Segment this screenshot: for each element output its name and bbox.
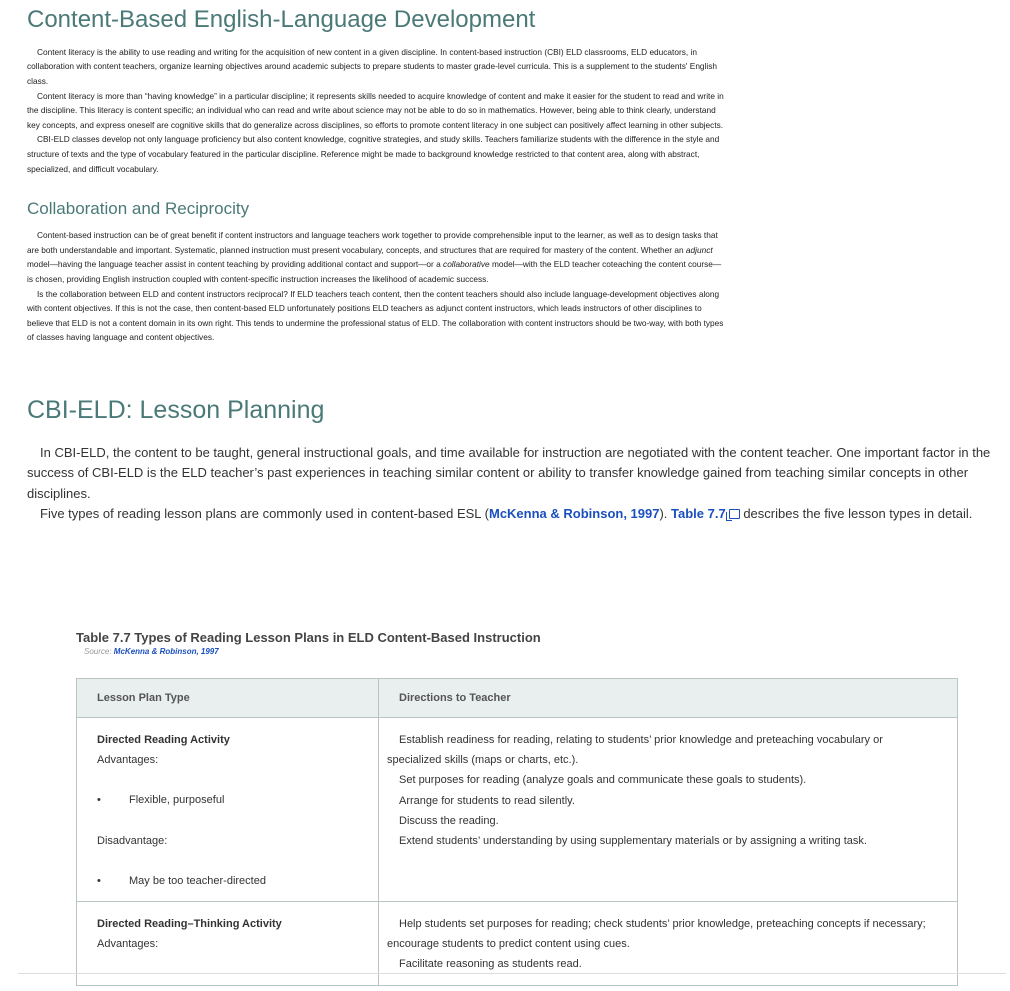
text: model—having the language teacher assist in content teaching by providing additional contact and support—or a <box>27 259 444 270</box>
section2-body <box>27 228 1007 345</box>
table-block <box>76 630 958 986</box>
table-caption: Table 7.7 Types of Reading Lesson Plans in ELD Content-Based Instruction <box>76 630 541 645</box>
advantages-label: Advantages: <box>97 754 159 767</box>
column-header-directions: Directions to Teacher <box>379 679 958 718</box>
direction-item: Establish readiness for reading, relating to students’ prior knowledge and preteaching vocabulary or specialized skills (maps or charts, etc.). <box>387 734 883 767</box>
table-link[interactable] <box>671 506 740 521</box>
section3-body <box>27 443 1007 525</box>
table-header-row <box>77 679 958 718</box>
direction-item: Facilitate reasoning as students read. <box>399 958 582 971</box>
disadvantage-label: Disadvantage: <box>97 834 168 847</box>
table-source <box>84 647 958 656</box>
direction-item: Discuss the reading. <box>399 814 499 827</box>
direction-item: Set purposes for reading (analyze goals and communicate these goals to students). <box>399 774 807 787</box>
table-row <box>77 718 958 902</box>
text: model—with the ELD teacher coteaching the content course—is chosen, providing English instruction coupled with content-specific instruction increases the likelihood of academic success. <box>27 259 722 285</box>
section1-body <box>27 45 1007 176</box>
column-header-lesson-plan-type: Lesson Plan Type <box>77 679 379 718</box>
emphasis: adjunct <box>685 244 713 255</box>
section-title-collaboration: Collaboration and Reciprocity <box>27 199 250 219</box>
paragraph: CBI-ELD classes develop not only language proficiency but also content knowledge, cognitive strategies, and study skills. Teachers familiarize students with the difference in the style and structure of texts and the type of vocabulary featured in the particular discipline. Reference might be made to background knowledge restricted to that content area, along with abstract, specialized, and difficult vocabulary. <box>27 134 720 174</box>
lesson-type-cell <box>77 718 379 902</box>
paragraph: Is the collaboration between ELD and content instructors reciprocal? If ELD teachers teach content, then the content teachers should also include language-development objectives along with content objectives. If this is not the case, then content-based ELD unfortunately positions ELD teachers as adjunct content instructors, which leads instructors of other disciplines to believe that ELD is not a content domain in its own right. This tends to undermine the professional status of ELD. The collaboration with content instructors should be two-way, with both types of classes having language and content objectives. <box>27 288 724 343</box>
text: describes the five lesson types in detail. <box>739 506 973 522</box>
direction-item: Help students set purposes for reading; check students’ prior knowledge, preteaching concepts if necessary; encourage students to predict content using cues. <box>387 918 926 951</box>
text: Five types of reading lesson plans are commonly used in content-based ESL ( <box>40 506 489 522</box>
list-item: • May be too teacher-directed <box>97 871 358 891</box>
citation-link[interactable]: McKenna & Robinson, 1997 <box>488 506 660 522</box>
paragraph <box>27 228 727 286</box>
lesson-type-name: Directed Reading Activity <box>97 734 230 746</box>
lesson-type-name: Directed Reading–Thinking Activity <box>97 918 282 931</box>
source-link[interactable]: McKenna & Robinson, 1997 <box>113 647 219 656</box>
section-title-lesson-planning: CBI-ELD: Lesson Planning <box>27 395 325 424</box>
paragraph: Content literacy is more than “having knowledge” in a particular discipline; it represents skills needed to acquire knowledge of content and make it easier for the student to read and write in the discipline. This literacy is content specific; an individual who can read and write about science may not be able to do so in mathematics. However, being able to think clearly, understand key concepts, and express oneself are cognitive skills that do generalize across disciplines, so efforts to promote content literacy in one subject can positively affect learning in other subjects. <box>27 90 724 130</box>
lesson-plan-table <box>76 678 958 986</box>
page-content <box>27 0 1007 525</box>
list-item: • Flexible, purposeful <box>97 790 358 810</box>
table-link-label: Table 7.7 <box>671 506 726 522</box>
paragraph: Content literacy is the ability to use reading and writing for the acquisition of new content in a given discipline. In content-based instruction (CBI) ELD classrooms, ELD educators, in collaboration with content teachers, organize learning objectives around academic subjects to prepare students to master grade-level curricula. This is a supplement to the students' English class. <box>27 46 717 86</box>
text: Content-based instruction can be of great benefit if content instructors and language teachers work together to provide comprehensible input to the learner, as well as to design tasks that are both understandable and important. Systematic, planned instruction must present vocabulary, concepts, and structures that are required for mastery of the content. Whether an <box>27 230 718 255</box>
advantages-label: Advantages: <box>97 938 159 951</box>
section-title-content-based: Content-Based English-Language Development <box>27 6 536 33</box>
direction-item: Arrange for students to read silently. <box>399 794 575 807</box>
paragraph <box>27 504 997 525</box>
divider <box>18 973 1006 974</box>
paragraph: In CBI-ELD, the content to be taught, general instructional goals, and time available for instruction are negotiated with the content teacher. One important factor in the success of CBI-ELD is the ELD teacher’s past experiences in teaching similar content or ability to transfer knowledge gained from teaching similar concepts in other disciplines. <box>27 444 991 501</box>
open-in-window-icon <box>729 509 740 519</box>
direction-item: Extend students’ understanding by using supplementary materials or by assigning a writing task. <box>399 835 867 848</box>
source-label: Source: <box>84 647 114 656</box>
text: ). <box>659 506 672 522</box>
emphasis: collaborative <box>443 259 490 270</box>
directions-cell <box>379 718 958 902</box>
